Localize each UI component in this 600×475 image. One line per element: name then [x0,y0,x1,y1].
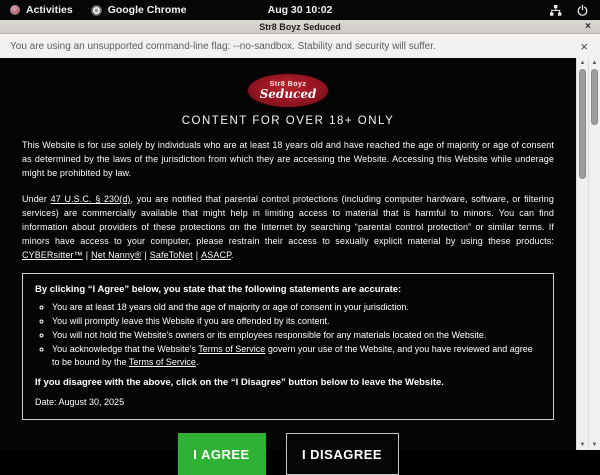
activities-button[interactable] [10,4,73,16]
scroll-up-icon[interactable]: ▲ [591,60,598,66]
date-label: Date: August 30, 2025 [35,397,125,407]
scroll-down-icon[interactable]: ▼ [579,442,586,448]
agreement-bullet-text: You are at least 18 years old and the age of majority or age of consent in your jurisdiction. [52,302,409,312]
page-scrollbar[interactable] [576,58,588,450]
terms-of-service-link-1[interactable]: Terms of Service [198,344,266,354]
statute-text-end: . [231,250,234,260]
agreement-bullet [52,315,541,328]
window-close-icon[interactable]: × [585,21,591,32]
activities-label: Activities [26,4,73,16]
page-heading: CONTENT FOR OVER 18+ ONLY [181,115,395,127]
statute-paragraph [22,192,554,262]
window-title: Str8 Boyz Seduced [259,21,341,32]
infobar-message: You are using an unsupported command-line flag: --no-sandbox. Stability and security will suffer. [10,40,436,52]
agreement-bullet-text: You will promptly leave this Website if you are offended by its content. [52,316,330,326]
top-panel [0,0,600,20]
consent-button-row [0,433,576,475]
statute-text-pre: Under [22,194,51,204]
chrome-taskbar-item[interactable] [91,4,187,16]
product-link-safetonet[interactable]: SafeToNet [149,250,193,260]
chrome-taskbar-label: Google Chrome [107,4,187,16]
clock[interactable]: Aug 30 10:02 [267,4,333,16]
page-scrollbar-thumb[interactable] [579,69,586,179]
agreement-bullet [52,301,541,314]
window-scrollbar-thumb[interactable] [591,69,598,125]
scroll-up-icon[interactable]: ▲ [579,60,586,66]
site-logo [248,74,328,107]
window-scrollbar[interactable] [588,58,600,450]
browser-viewport [0,58,600,462]
scroll-down-icon[interactable]: ▼ [591,442,598,448]
power-icon[interactable] [577,5,588,16]
tos-text-pre: You acknowledge that the Website’s [52,344,199,354]
agreement-bullet-tos [52,343,541,369]
logo-text-bottom: Seduced [259,87,317,101]
agreement-bullet-list [35,301,541,369]
tos-text-end: . [195,357,199,367]
sandbox-warning-infobar [0,34,600,58]
agree-button[interactable]: I AGREE [178,433,266,475]
agreement-bullet-text: You will not hold the Website’s owners or its employees responsible for any materials located on the Website. [52,330,487,340]
tos-text-mid: govern your use of the Website, and you have reviewed and agree to be bound by the [52,344,533,367]
agreement-bullet [52,329,541,342]
statute-text-body: , you are notified that parental control protections (including computer hardware, software, or filtering services) are commercially available that might help in limiting access to material that is harmful to minors. You can find information about providers of these protections on the Internet by searching “parental control protection” or similar terms. If minors have access to your computer, please restrain their access to sexually explicit material by using these products: [22,194,554,246]
network-icon[interactable] [549,5,562,16]
product-link-cybersitter[interactable]: CYBERsitter™ [22,250,83,260]
agreement-intro: By clicking “I Agree” below, you state that the following statements are accurate: [35,284,402,295]
disagree-note: If you disagree with the above, click on the “I Disagree” button below to leave the Website. [35,377,444,388]
age-gate-page [0,58,576,462]
statute-link[interactable]: 47 U.S.C. § 230(d) [50,194,131,204]
product-separator: | [85,250,89,260]
product-link-asacp[interactable]: ASACP [201,250,232,260]
product-separator: | [195,250,199,260]
chrome-icon [91,5,102,16]
agreement-box [22,273,554,420]
product-separator: | [144,250,147,260]
logo-text-top: Str8 Boyz [269,81,307,88]
disagree-button[interactable]: I DISAGREE [286,433,399,475]
terms-of-service-link-2[interactable]: Terms of Service [128,357,196,367]
infobar-close-icon[interactable]: × [580,38,588,54]
window-titlebar[interactable] [0,20,600,34]
intro-paragraph: This Website is for use solely by individuals who are at least 18 years old and have reached the age of majority or age of consent as determined by the laws of the jurisdiction from which they are accessing the Website. Accessing this Website while underage might be prohibited by law. [22,140,554,178]
scrollbar-stack [576,58,600,450]
activities-indicator-icon [10,5,20,15]
product-link-netnanny[interactable]: Net Nanny® [91,250,142,260]
